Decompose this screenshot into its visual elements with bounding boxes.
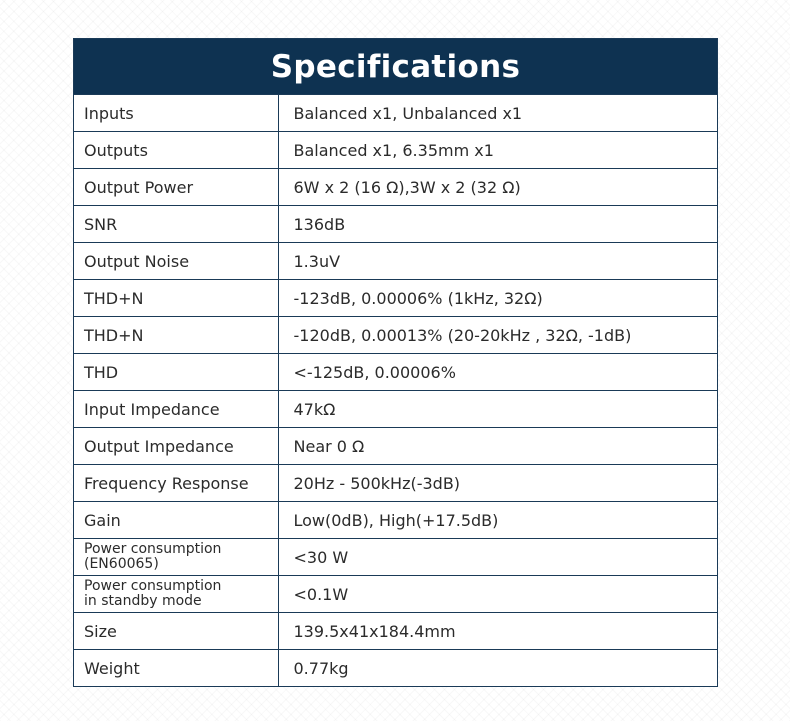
spec-label-line: Power consumption (84, 541, 222, 557)
spec-value: 0.77kg (278, 650, 717, 687)
spec-label: Outputs (74, 132, 278, 169)
spec-row-input-impedance (74, 391, 717, 428)
spec-value: 136dB (278, 206, 717, 243)
spec-label: Inputs (74, 95, 278, 132)
spec-row-size (74, 613, 717, 650)
spec-row-output-impedance (74, 428, 717, 465)
spec-value: Balanced x1, Unbalanced x1 (278, 95, 717, 132)
spec-label (74, 576, 278, 613)
specifications-table (74, 94, 717, 686)
spec-row-thd-n-full-band (74, 317, 717, 354)
spec-label-line: Power consumption (84, 578, 222, 594)
spec-value: 1.3uV (278, 243, 717, 280)
spec-row-frequency-response (74, 465, 717, 502)
spec-label: Frequency Response (74, 465, 278, 502)
spec-label: THD (74, 354, 278, 391)
spec-row-gain (74, 502, 717, 539)
spec-value: Balanced x1, 6.35mm x1 (278, 132, 717, 169)
spec-value: 20Hz - 500kHz(-3dB) (278, 465, 717, 502)
spec-value: Near 0 Ω (278, 428, 717, 465)
spec-label: Output Noise (74, 243, 278, 280)
spec-label: Output Power (74, 169, 278, 206)
spec-label: Size (74, 613, 278, 650)
spec-row-outputs (74, 132, 717, 169)
spec-label (74, 539, 278, 576)
spec-row-snr (74, 206, 717, 243)
spec-row-inputs (74, 95, 717, 132)
spec-row-output-power (74, 169, 717, 206)
spec-row-thd-n-1khz (74, 280, 717, 317)
spec-label: Input Impedance (74, 391, 278, 428)
spec-row-weight (74, 650, 717, 687)
spec-label: THD+N (74, 317, 278, 354)
spec-value: <0.1W (278, 576, 717, 613)
spec-value: 139.5x41x184.4mm (278, 613, 717, 650)
spec-label: Weight (74, 650, 278, 687)
spec-row-power-consumption (74, 539, 717, 576)
spec-label: THD+N (74, 280, 278, 317)
specifications-card (73, 38, 718, 687)
spec-label: Gain (74, 502, 278, 539)
specifications-title: Specifications (74, 39, 717, 94)
spec-value: -123dB, 0.00006% (1kHz, 32Ω) (278, 280, 717, 317)
spec-label: Output Impedance (74, 428, 278, 465)
spec-label-line: in standby mode (84, 593, 202, 609)
spec-value: -120dB, 0.00013% (20-20kHz , 32Ω, -1dB) (278, 317, 717, 354)
spec-row-thd (74, 354, 717, 391)
spec-label-line: (EN60065) (84, 556, 159, 572)
spec-value: <30 W (278, 539, 717, 576)
spec-value: 6W x 2 (16 Ω),3W x 2 (32 Ω) (278, 169, 717, 206)
spec-label: SNR (74, 206, 278, 243)
spec-value: Low(0dB), High(+17.5dB) (278, 502, 717, 539)
spec-row-output-noise (74, 243, 717, 280)
spec-value: <-125dB, 0.00006% (278, 354, 717, 391)
spec-value: 47kΩ (278, 391, 717, 428)
spec-row-power-consumption-standby (74, 576, 717, 613)
